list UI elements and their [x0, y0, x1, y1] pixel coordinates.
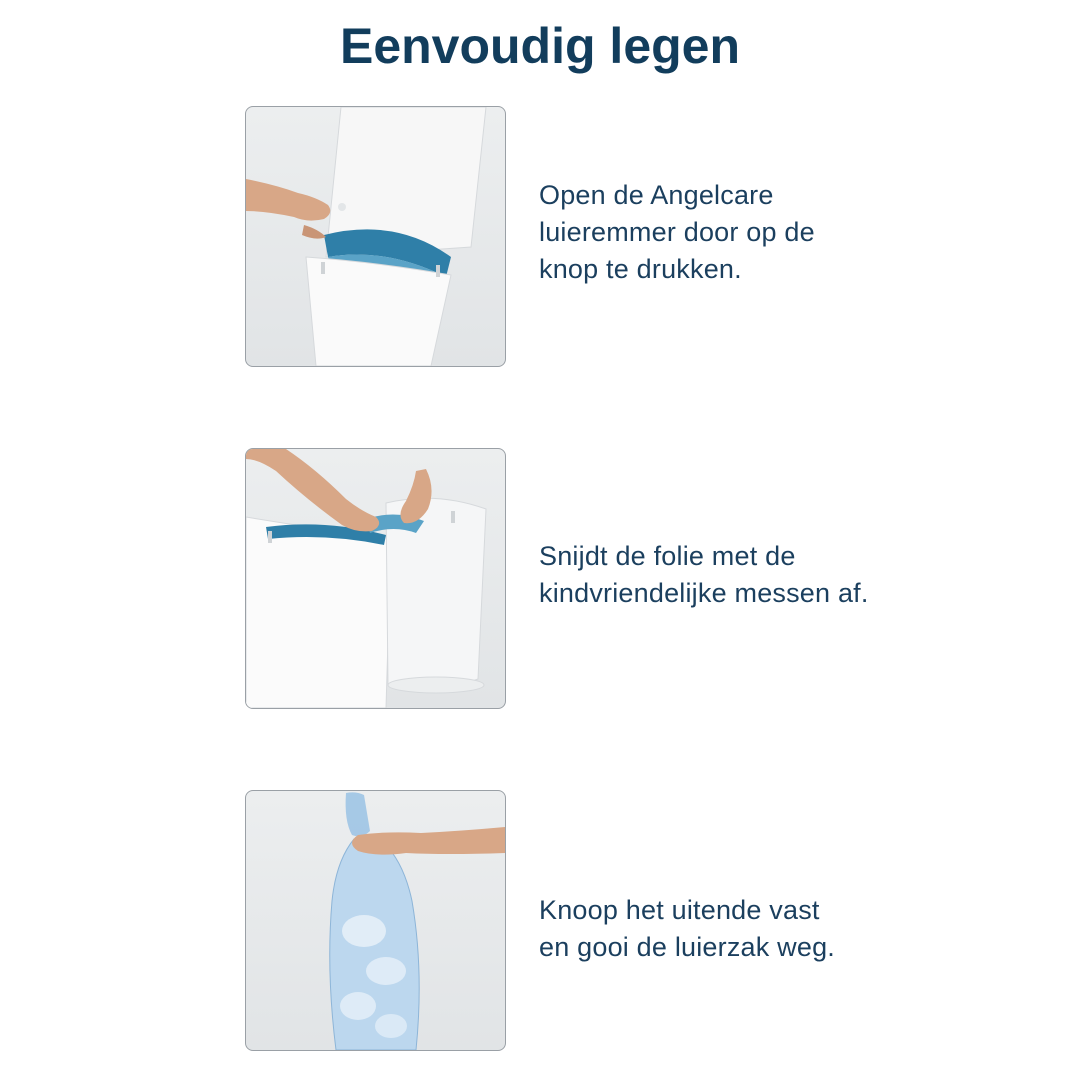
step-caption — [539, 538, 869, 612]
page-title: Eenvoudig legen — [339, 18, 741, 74]
step-cut-film — [245, 448, 1045, 710]
step-open-bin — [245, 106, 1045, 368]
cutting-film-icon — [246, 449, 505, 708]
step-image — [245, 790, 506, 1051]
caption-line: kindvriendelijke messen af. — [539, 578, 869, 608]
tied-bag-icon — [246, 791, 505, 1050]
diaper-bin-open-icon — [246, 107, 505, 366]
caption-line: Open de Angelcare — [539, 180, 774, 210]
caption-line: en gooi de luierzak weg. — [539, 932, 835, 962]
step-caption — [539, 892, 835, 966]
step-caption — [539, 177, 815, 288]
step-tie-bag — [245, 790, 1045, 1052]
step-image — [245, 106, 506, 367]
caption-line: luieremmer door op de — [539, 217, 815, 247]
caption-line: knop te drukken. — [539, 254, 742, 284]
step-image — [245, 448, 506, 709]
caption-line: Snijdt de folie met de — [539, 541, 796, 571]
caption-line: Knoop het uitende vast — [539, 895, 820, 925]
